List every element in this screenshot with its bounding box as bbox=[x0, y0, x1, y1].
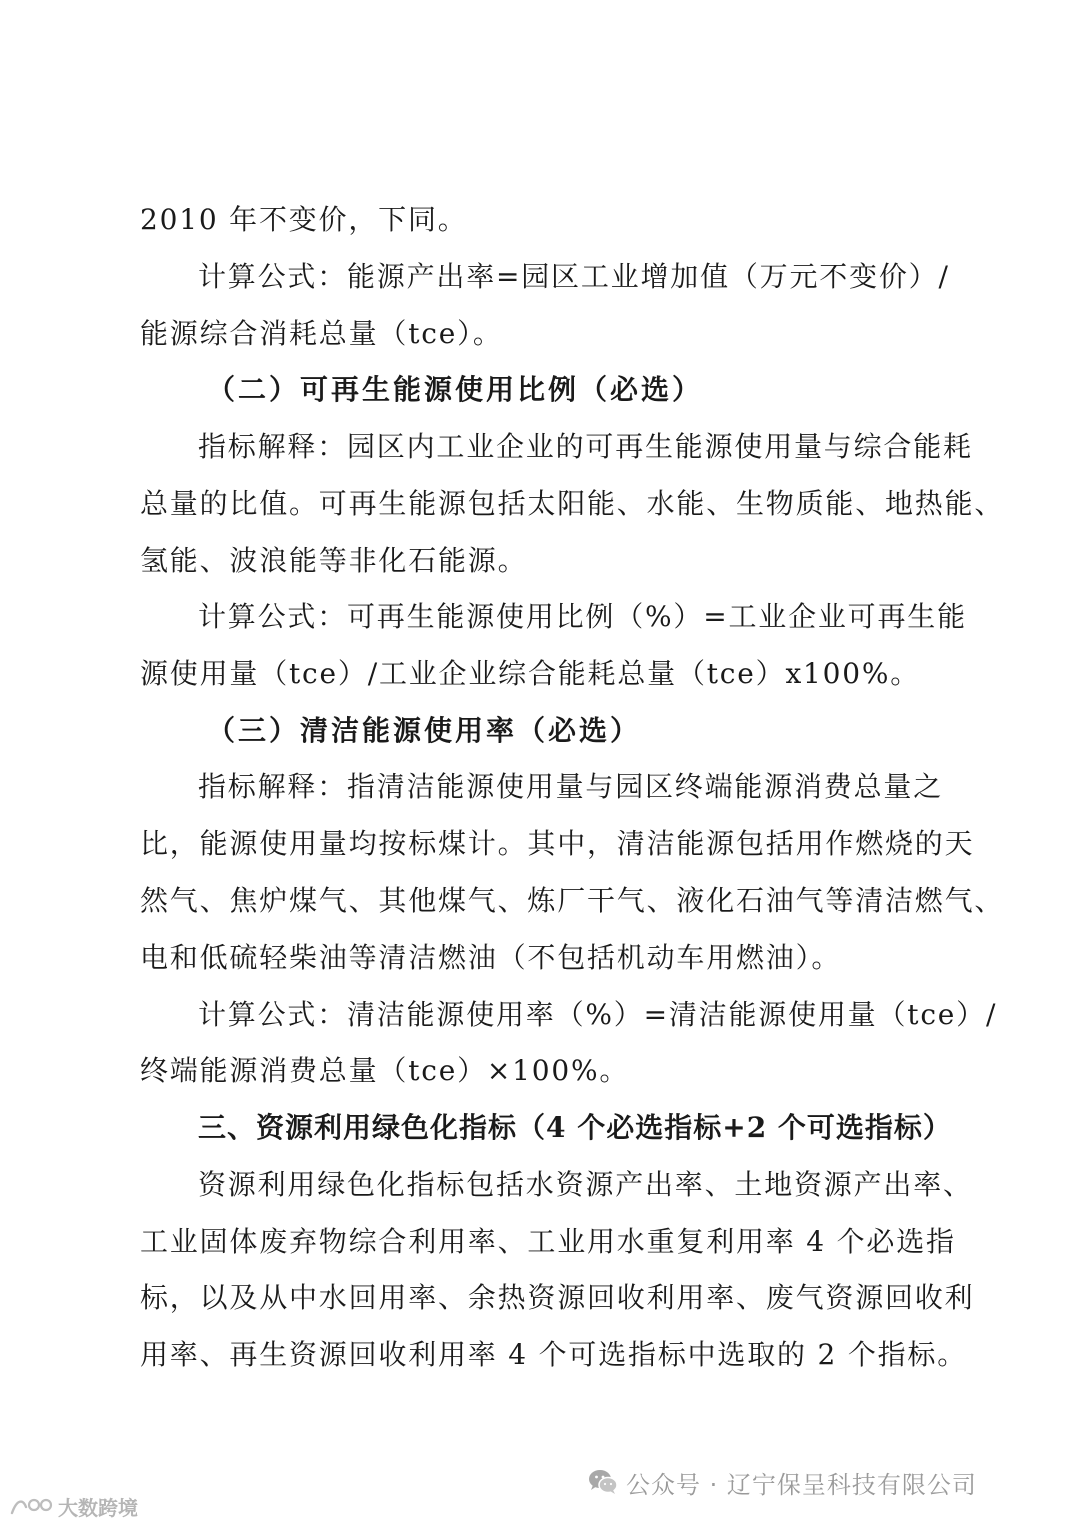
formula-line: 能源综合消耗总量（tce）。 bbox=[140, 317, 503, 350]
wechat-icon bbox=[588, 1469, 618, 1495]
formula-line: 源使用量（tce）/工业企业综合能耗总量（tce）x100%。 bbox=[140, 657, 921, 690]
paragraph-line: 比，能源使用量均按标煤计。其中，清洁能源包括用作燃烧的天 bbox=[140, 827, 975, 860]
subsection-heading: （二）可再生能源使用比例（必选） bbox=[207, 373, 704, 406]
paragraph-line: 氢能、波浪能等非化石能源。 bbox=[140, 544, 528, 577]
paragraph-line: 总量的比值。可再生能源包括太阳能、水能、生物质能、地热能、 bbox=[140, 487, 1005, 520]
paragraph-line: 电和低硫轻柴油等清洁燃油（不包括机动车用燃油）。 bbox=[140, 941, 842, 974]
paragraph-line: 标，以及从中水回用率、余热资源回收利用率、废气资源回收利 bbox=[140, 1281, 975, 1314]
paragraph-line: 然气、焦炉煤气、其他煤气、炼厂干气、液化石油气等清洁燃气、 bbox=[140, 884, 1005, 917]
section-heading: 三、资源利用绿色化指标（4 个必选指标+2 个可选指标） bbox=[198, 1111, 952, 1144]
subsection-heading: （三）清洁能源使用率（必选） bbox=[207, 714, 642, 747]
paragraph-line: 用率、再生资源回收利用率 4 个可选指标中选取的 2 个指标。 bbox=[140, 1338, 968, 1371]
paragraph-line: 资源利用绿色化指标包括水资源产出率、土地资源产出率、 bbox=[198, 1168, 973, 1201]
site-watermark bbox=[8, 1492, 138, 1521]
paragraph-line: 2010 年不变价，下同。 bbox=[140, 203, 468, 236]
paragraph-line: 指标解释：指清洁能源使用量与园区终端能源消费总量之 bbox=[198, 770, 944, 803]
formula-line: 计算公式：可再生能源使用比例（%）=工业企业可再生能 bbox=[198, 600, 967, 633]
formula-line: 计算公式：能源产出率=园区工业增加值（万元不变价）/ bbox=[198, 260, 950, 293]
paragraph-line: 指标解释：园区内工业企业的可再生能源使用量与综合能耗 bbox=[198, 430, 973, 463]
brand-logo-icon bbox=[8, 1496, 54, 1518]
watermark-text: 大数跨境 bbox=[58, 1496, 138, 1520]
formula-line: 计算公式：清洁能源使用率（%）=清洁能源使用量（tce）/ bbox=[198, 998, 998, 1031]
paragraph-line: 工业固体废弃物综合利用率、工业用水重复利用率 4 个必选指 bbox=[140, 1225, 956, 1258]
footer-account-text: 公众号 · 辽宁保呈科技有限公司 bbox=[626, 1470, 977, 1499]
formula-line: 终端能源消费总量（tce）×100%。 bbox=[140, 1054, 630, 1087]
wechat-account-footer bbox=[588, 1465, 977, 1499]
